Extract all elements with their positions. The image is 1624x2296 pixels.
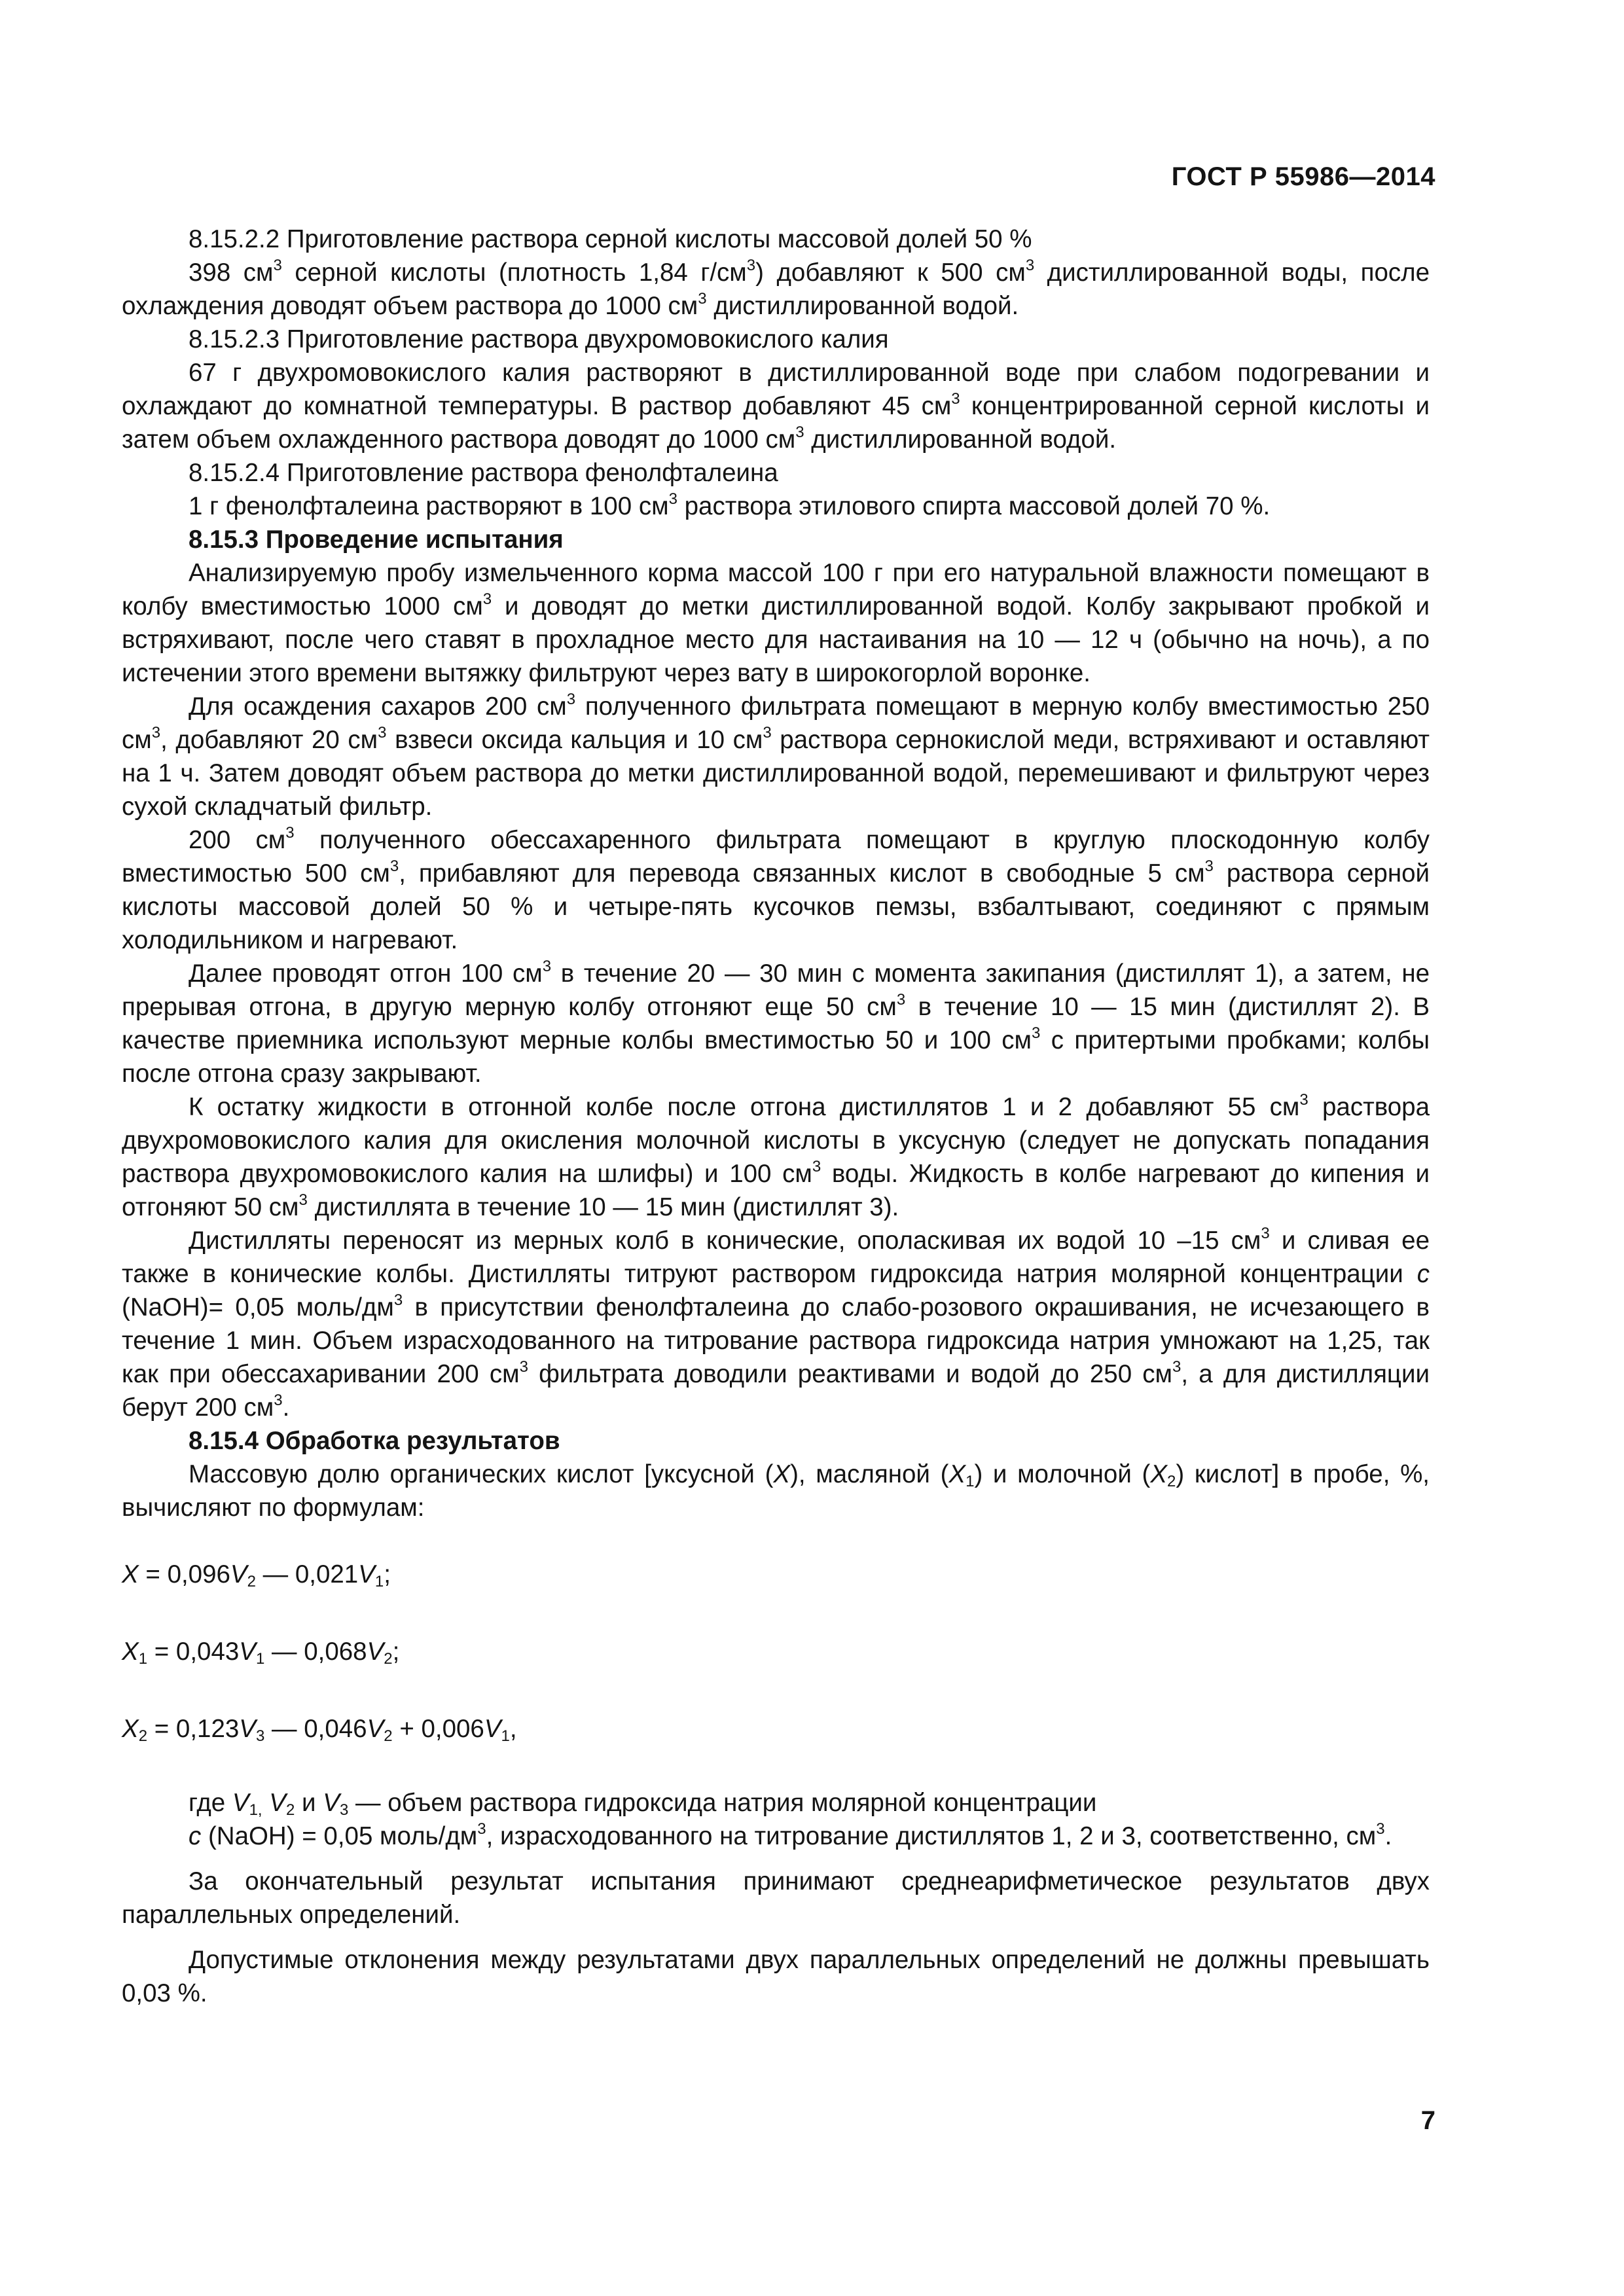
document-header: ГОСТ Р 55986—2014 — [1171, 162, 1435, 191]
paragraph-formula-intro: Массовую долю органических кислот [уксусной (X), масляной $(X_1)$ и молочной $(X_2)$ кислот] в пробе, %, вычисляют по формулам: — [122, 1460, 1430, 1522]
document-body — [122, 223, 1430, 2010]
paragraph-8-15-2-3-title: 8.15.2.3 Приготовление раствора двухромовокислого калия — [189, 325, 889, 353]
section-heading-8-15-4: 8.15.4 Обработка результатов — [189, 1427, 560, 1455]
paragraph-8-15-2-4-title: 8.15.2.4 Приготовление раствора фенолфталеина — [189, 459, 778, 487]
spacer — [122, 1853, 1430, 1865]
formula-lactic: $X_2 = 0,123V_3$ — $0,046V_2 + 0,006V_1$, — [122, 1715, 517, 1745]
section-heading-8-15-3: 8.15.3 Проведение испытания — [189, 526, 564, 554]
paragraph-distillation: Далее проводят отгон 100 $см^3$ в течение 20 — 30 мин с момента закипания (дистиллят 1), а затем, не прерывая отгона, в другую мерную колбу отгоняют еще 50 $см^3$ в течение 10 — 15 мин (дистиллят 2). В качестве приемника используют мерные колбы вместимостью 50 и 100 $см^3$ с притертыми пробками; колбы после отгона сразу закрывают. — [122, 958, 1430, 1088]
paragraph-residue: К остатку жидкости в отгонной колбе после отгона дистиллятов 1 и 2 добавляют 55 $см^3$ раствора двухромовокислого калия для окисления молочной кислоты в уксусную (следует не допускать попадания раствора двухромовокислого калия на шлифы) и 100 $см^3$ воды. Жидкость в колбе нагревают до кипения и отгоняют 50 $см^3$ дистиллята в течение 10 — 15 мин (дистиллят 3). — [122, 1091, 1430, 1221]
paragraph-naoh-concentration: с (NaOH) = 0,05 моль/$дм^3$, израсходованного на титрование дистиллятов 1, 2 и 3, соответственно, $см^3$. — [189, 1820, 1392, 1850]
paragraph-sample-prep: Анализируемую пробу измельченного корма массой 100 г при его натуральной влажности помещают в колбу вместимостью 1000 $см^3$ и доводят до метки дистиллированной водой. Колбу закрывают пробкой и встряхивают, после чего ставят в прохладное место для настаивания на 10 — 12 ч (обычно на ночь), а по истечении этого времени вытяжку фильтруют через вату в широкогорлой воронке. — [122, 559, 1430, 687]
paragraph-sulfuric-acid: 398 $см^3$ серной кислоты (плотность 1,84 $г/см^3$) добавляют к 500 $см^3$ дистиллированной воды, после охлаждения доводят объем раствора до 1000 $см^3$ дистиллированной водой. — [122, 257, 1430, 320]
paragraph-sugar-precipitation: Для осаждения сахаров 200 $см^3$ полученного фильтрата помещают в мерную колбу вместимостью 250 $см^3$, добавляют 20 $см^3$ взвеси оксида кальция и 10 $см^3$ раствора сернокислой меди, встряхивают и оставляют на 1 ч. Затем доводят объем раствора до метки дистиллированной водой, перемешивают и фильтруют через сухой складчатый фильтр. — [122, 691, 1430, 821]
paragraph-tolerance: Допустимые отклонения между результатами двух параллельных определений не должны превышать 0,03 %. — [122, 1946, 1430, 2007]
paragraph-phenolphthalein: 1 г фенолфталеина растворяют в 100 $см^3$ раствора этилового спирта массовой долей 70 %. — [189, 490, 1271, 520]
paragraph-8-15-2-2-title: 8.15.2.2 Приготовление раствора серной кислоты массовой долей 50 % — [189, 225, 1032, 253]
paragraph-final-result: За окончательный результат испытания принимают среднеарифметическое результатов двух параллельных определений. — [122, 1867, 1430, 1929]
paragraph-potassium-dichromate: 67 г двухромовокислого калия растворяют в дистиллированной воде при слабом подогревании и охлаждают до комнатной температуры. В раствор добавляют 45 $см^3$ концентрированной серной кислоты и затем объем охлажденного раствора доводят до 1000 $см^3$ дистиллированной водой. — [122, 359, 1430, 454]
formula-acetic: $X = 0,096V_2$ — $0,021V_1$; — [122, 1560, 391, 1590]
page-number: 7 — [1420, 2106, 1435, 2135]
paragraph-titration: Дистилляты переносят из мерных колб в конические, ополаскивая их водой 10 –15 $см^3$ и сливая ее также в конические колбы. Дистилляты титруют раствором гидроксида натрия молярной концентрации с (NaOH)= 0,05 моль/$дм^3$ в присутствии фенолфталеина до слабо-розового окрашивания, не исчезающего в течение 1 мин. Объем израсходованного на титрование раствора гидроксида натрия умножают на 1,25, так как при обессахаривании 200 $см^3$ фильтрата доводили реактивами и водой до 250 $см^3$, а для дистилляции берут 200 $см^3$. — [122, 1225, 1430, 1422]
paragraph-desugared-filtrate: 200 $см^3$ полученного обессахаренного фильтрата помещают в круглую плоскодонную колбу вместимостью 500 $см^3$, прибавляют для перевода связанных кислот в свободные 5 $см^3$ раствора серной кислоты массовой долей 50 % и четыре-пять кусочков пемзы, взбалтывают, соединяют с прямым холодильником и нагревают. — [122, 824, 1430, 954]
spacer — [122, 1931, 1430, 1943]
formula-butyric: $X_1 = 0,043V_1$ — $0,068V_2$; — [122, 1638, 400, 1668]
paragraph-where-definition: где $V_{1,}$ $V_2$ и $V_3$ — объем раствора гидроксида натрия молярной концентрации — [189, 1789, 1097, 1819]
